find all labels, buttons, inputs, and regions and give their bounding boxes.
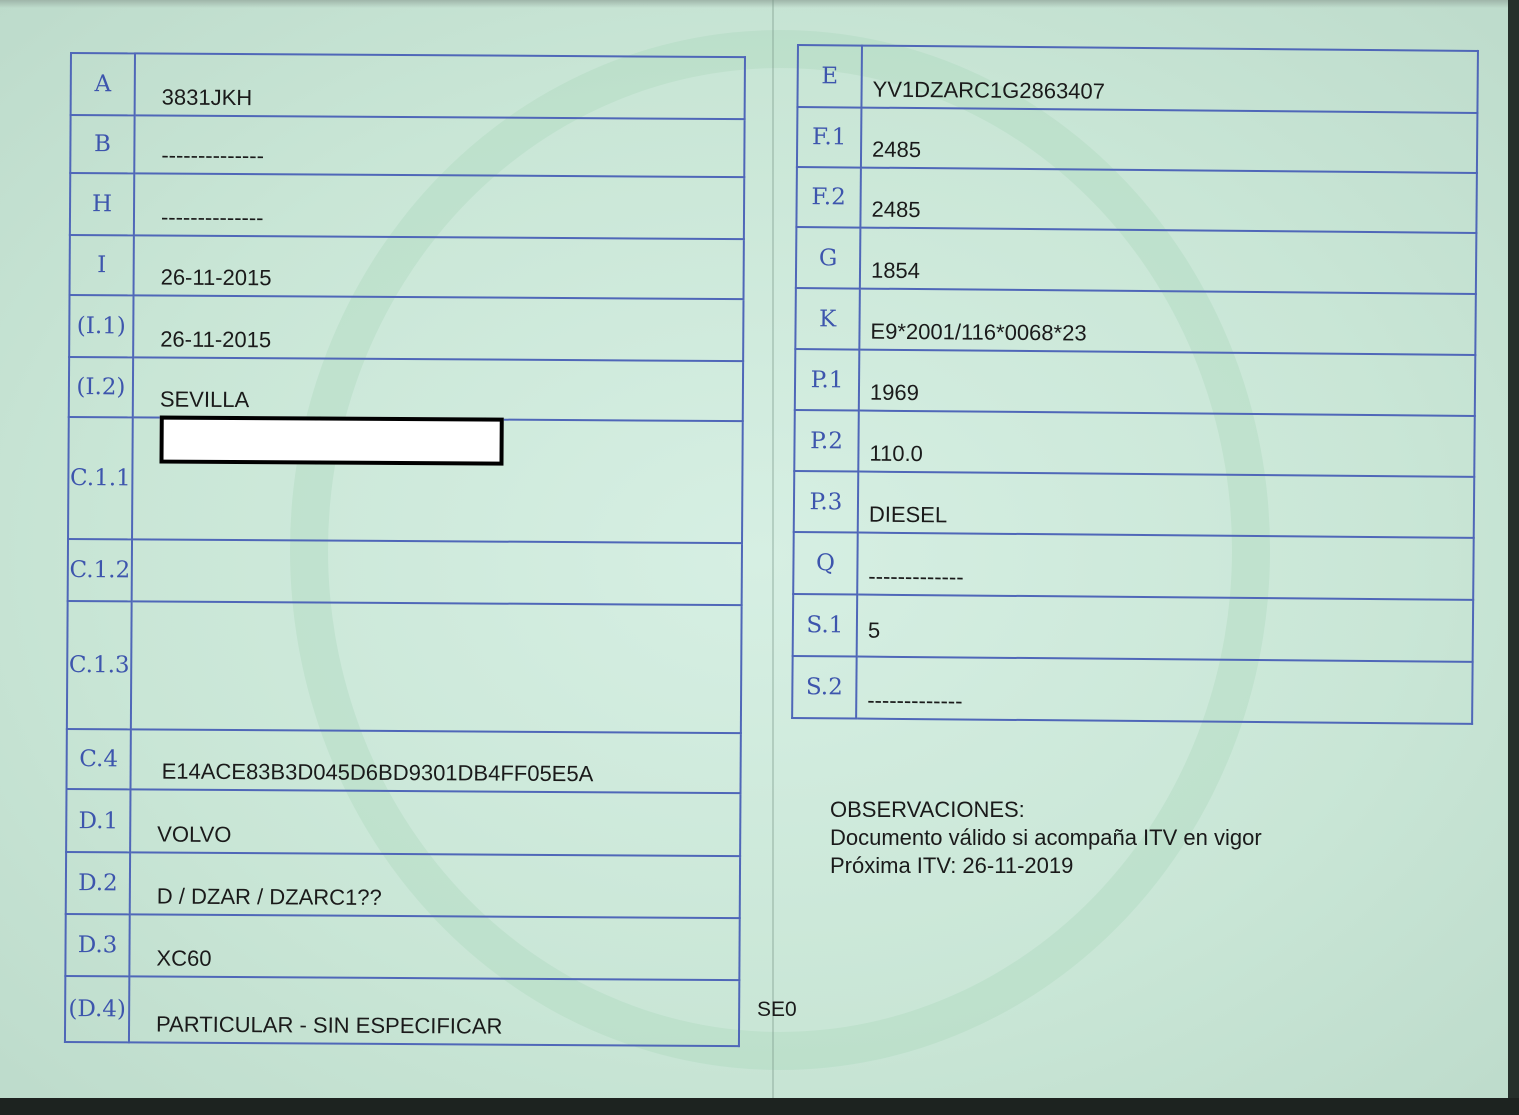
right-fields-table xyxy=(791,44,1479,725)
redaction-box xyxy=(159,416,503,466)
field-label: S.1 xyxy=(793,594,858,657)
field-label: C.1.3 xyxy=(67,601,132,729)
field-row-s1 xyxy=(793,594,1474,662)
field-label: C.1.2 xyxy=(68,539,132,601)
observations-line-1: Documento válido si acompaña ITV en vigor xyxy=(830,825,1262,850)
field-label: C.4 xyxy=(66,729,130,789)
field-value: 1969 xyxy=(859,350,1476,416)
field-row-g xyxy=(796,227,1477,294)
field-value: 26-11-2015 xyxy=(133,295,743,361)
field-value: VOLVO xyxy=(130,789,740,856)
field-row-f2 xyxy=(796,167,1476,233)
background-edge-right xyxy=(1508,0,1519,1115)
field-row-p3 xyxy=(794,471,1475,538)
field-row-i xyxy=(70,235,744,299)
field-row-d1 xyxy=(66,789,740,856)
field-label: P.1 xyxy=(795,349,860,411)
field-label: S.2 xyxy=(792,656,857,719)
field-label: D.1 xyxy=(66,789,130,852)
field-row-p1 xyxy=(795,349,1476,416)
field-row-c11 xyxy=(68,417,743,543)
field-label: I xyxy=(70,235,134,295)
field-row-d4 xyxy=(65,976,739,1046)
left-fields-table xyxy=(64,52,746,1047)
field-value xyxy=(132,417,743,543)
field-label: E xyxy=(797,45,862,108)
field-row-a xyxy=(71,53,745,119)
field-label: D.3 xyxy=(65,914,129,976)
center-fold xyxy=(772,0,774,1115)
field-row-i1 xyxy=(69,295,743,361)
field-value: -------------- xyxy=(134,173,744,239)
field-label: A xyxy=(71,53,135,115)
field-value: XC60 xyxy=(129,914,739,980)
field-value: -------------- xyxy=(134,115,744,177)
field-label: K xyxy=(795,288,860,350)
field-row-k xyxy=(795,288,1476,355)
field-row-i2 xyxy=(69,357,743,421)
field-row-e xyxy=(797,45,1478,113)
field-value: PARTICULAR - SIN ESPECIFICAR xyxy=(129,976,739,1046)
field-value: 2485 xyxy=(860,168,1477,233)
field-value: ------------- xyxy=(856,657,1473,724)
field-value: DIESEL xyxy=(858,472,1475,538)
background-edge-bottom xyxy=(0,1098,1519,1115)
field-label: (D.4) xyxy=(65,976,129,1042)
field-value: SEVILLA xyxy=(133,357,743,421)
field-row-h xyxy=(70,173,744,239)
field-row-d2 xyxy=(66,852,740,918)
field-label: H xyxy=(70,173,134,235)
field-value xyxy=(131,601,742,733)
field-row-c4 xyxy=(66,729,740,793)
field-value: YV1DZARC1G2863407 xyxy=(861,46,1478,113)
field-value: E14ACE83B3D045D6BD9301DB4FF05E5A xyxy=(130,729,740,793)
field-value: D / DZAR / DZARC1?? xyxy=(130,852,740,918)
field-label: P.2 xyxy=(794,410,859,472)
field-label: F.1 xyxy=(797,107,862,168)
field-value: 26-11-2015 xyxy=(134,235,744,299)
footer-code: SE0 xyxy=(757,998,797,1021)
field-value: ------------- xyxy=(857,533,1474,600)
field-value: 1854 xyxy=(860,228,1477,294)
field-row-b xyxy=(70,115,744,177)
field-row-c13 xyxy=(67,601,742,733)
field-row-q xyxy=(793,532,1474,600)
field-label: G xyxy=(796,227,861,289)
field-label: B xyxy=(70,115,134,173)
field-value: 110.0 xyxy=(858,411,1475,477)
field-label: C.1.1 xyxy=(68,417,133,539)
observations-block xyxy=(830,796,1262,880)
field-row-d3 xyxy=(65,914,739,980)
top-shadow xyxy=(0,0,1519,8)
field-label: P.3 xyxy=(794,471,859,533)
field-value: 3831JKH xyxy=(135,53,745,119)
field-label: D.2 xyxy=(66,852,130,914)
field-label: F.2 xyxy=(796,167,861,228)
field-row-p2 xyxy=(794,410,1475,477)
field-label: (I.2) xyxy=(69,357,133,417)
field-label: Q xyxy=(793,532,858,595)
field-value xyxy=(132,539,742,605)
field-value: 2485 xyxy=(861,108,1478,173)
field-row-c12 xyxy=(68,539,742,605)
field-row-f1 xyxy=(797,107,1477,173)
observations-title: OBSERVACIONES: xyxy=(830,797,1025,822)
field-value: E9*2001/116*0068*23 xyxy=(859,289,1476,355)
observations-line-2: Próxima ITV: 26-11-2019 xyxy=(830,853,1074,878)
field-row-s2 xyxy=(792,656,1473,724)
field-value: 5 xyxy=(857,595,1474,662)
field-label: (I.1) xyxy=(69,295,133,357)
